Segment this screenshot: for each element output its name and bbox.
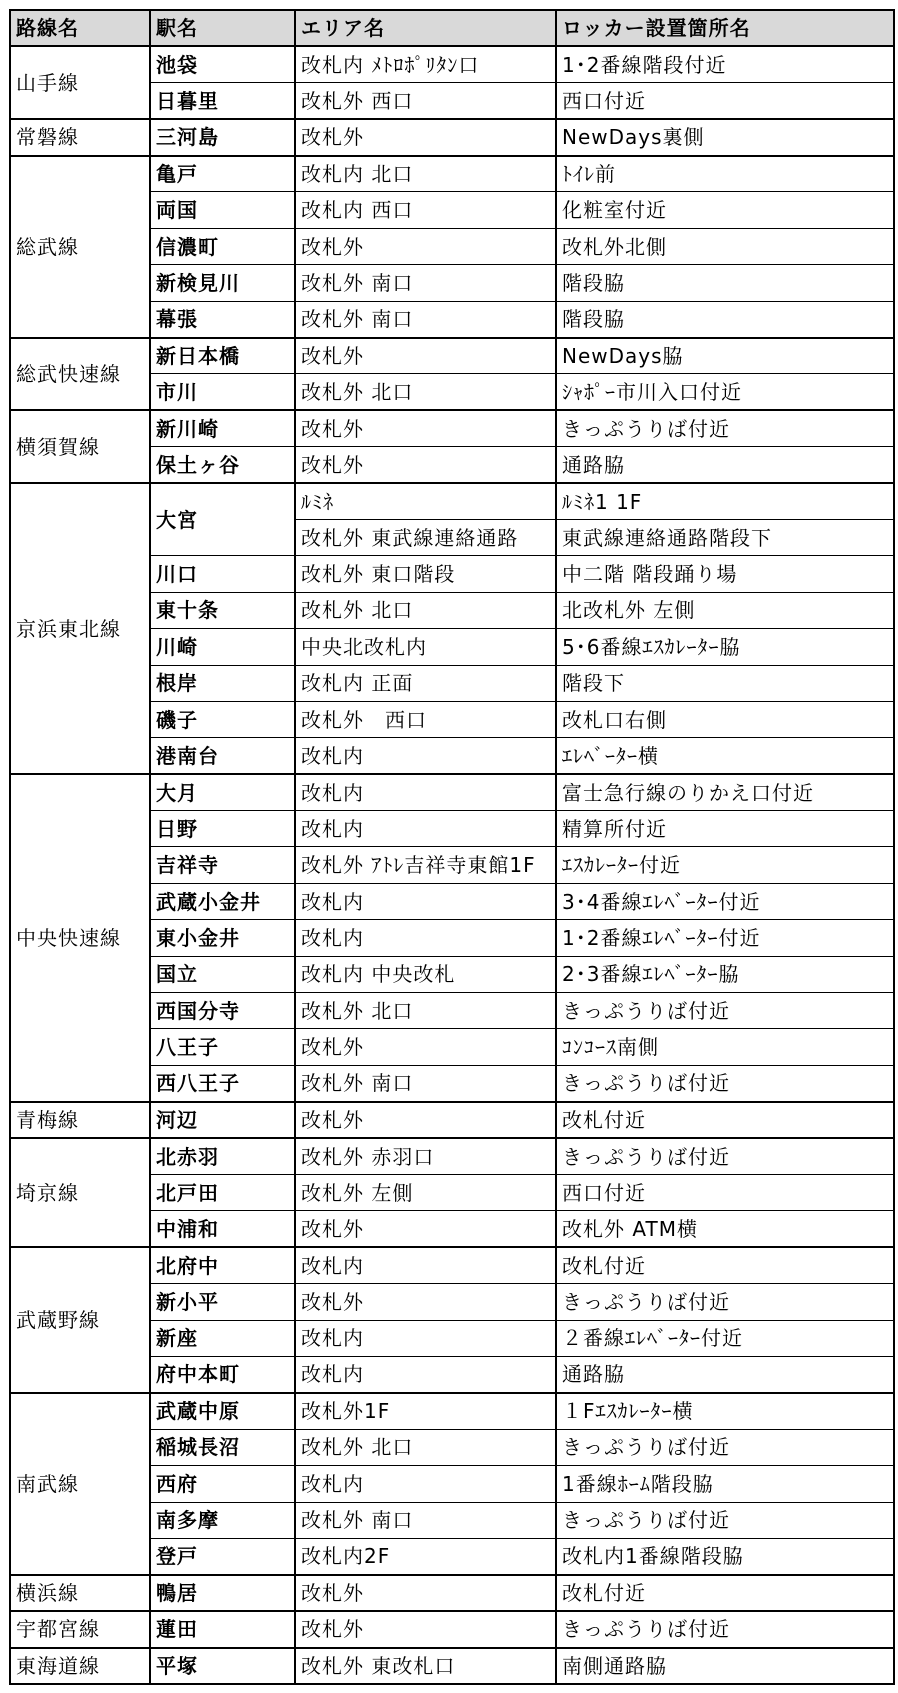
header-line-name: 路線名 [10,10,150,46]
locker-location-cell: ﾙﾐﾈ1 1F [556,483,894,519]
locker-location-cell: ｼｬﾎﾟｰ市川入口付近 [556,374,894,410]
station-name-cell: 西府 [150,1466,295,1502]
station-name-cell: 新小平 [150,1284,295,1320]
area-name-cell: 改札外 東武線連絡通路 [295,519,556,555]
area-name-cell: 改札内 [295,1320,556,1356]
locker-location-cell: ｺﾝｺｰｽ南側 [556,1029,894,1065]
station-name-cell: 西八王子 [150,1065,295,1101]
station-name-cell: 南多摩 [150,1502,295,1538]
table-row [10,1102,894,1138]
station-name-cell: 磯子 [150,701,295,737]
area-name-cell: 改札内2F [295,1538,556,1574]
area-name-cell: 改札外 [295,1284,556,1320]
area-name-cell: 改札内 ﾒﾄﾛﾎﾟﾘﾀﾝ口 [295,46,556,82]
locker-location-cell: 通路脇 [556,1356,894,1392]
station-name-cell: 大宮 [150,483,295,556]
station-name-cell: 西国分寺 [150,993,295,1029]
area-name-cell: 改札外 北口 [295,1429,556,1465]
table-row [10,119,894,155]
locker-location-cell: ｴﾚﾍﾞｰﾀｰ横 [556,738,894,774]
locker-location-cell: 階段脇 [556,265,894,301]
station-name-cell: 北府中 [150,1247,295,1283]
locker-location-cell: 北改札外 左側 [556,592,894,628]
station-name-cell: 日野 [150,811,295,847]
locker-location-cell: 改札付近 [556,1575,894,1611]
station-name-cell: 保土ヶ谷 [150,447,295,483]
station-name-cell: 八王子 [150,1029,295,1065]
area-name-cell: 改札外 東口階段 [295,556,556,592]
station-name-cell: 新検見川 [150,265,295,301]
area-name-cell: 改札外 東改札口 [295,1648,556,1684]
locker-table [9,9,893,1685]
area-name-cell: 改札外 北口 [295,993,556,1029]
station-name-cell: 新川崎 [150,410,295,446]
table-row [10,1393,894,1429]
line-name-cell: 山手線 [10,46,150,119]
locker-location-cell: 化粧室付近 [556,192,894,228]
locker-location-cell: 西口付近 [556,83,894,119]
locker-location-cell: ｴｽｶﾚｰﾀｰ付近 [556,847,894,883]
locker-location-cell: きっぷうりば付近 [556,1611,894,1647]
area-name-cell: 改札内 [295,738,556,774]
station-name-cell: 幕張 [150,301,295,337]
table-row [10,1611,894,1647]
area-name-cell: 改札外 [295,1575,556,1611]
area-name-cell: 改札外1F [295,1393,556,1429]
area-name-cell: 改札外 [295,1211,556,1247]
area-name-cell: 改札外 北口 [295,374,556,410]
station-name-cell: 蓮田 [150,1611,295,1647]
area-name-cell: 改札外 [295,119,556,155]
locker-location-cell: 東武線連絡通路階段下 [556,519,894,555]
table-row [10,338,894,374]
station-name-cell: 市川 [150,374,295,410]
area-name-cell: 改札外 [295,1102,556,1138]
line-name-cell: 武蔵野線 [10,1247,150,1393]
locker-location-cell: 改札外北側 [556,228,894,264]
locker-location-cell: 階段下 [556,665,894,701]
area-name-cell: 改札外 西口 [295,83,556,119]
locker-location-cell: きっぷうりば付近 [556,1429,894,1465]
station-name-cell: 新日本橋 [150,338,295,374]
table-body [10,46,894,1684]
locker-location-cell: 通路脇 [556,447,894,483]
locker-location-cell: 改札口右側 [556,701,894,737]
station-name-cell: 根岸 [150,665,295,701]
locker-location-cell: 改札内1番線階段脇 [556,1538,894,1574]
station-name-cell: 北赤羽 [150,1138,295,1174]
locker-location-cell: きっぷうりば付近 [556,1065,894,1101]
header-locker-location: ロッカー設置箇所名 [556,10,894,46]
station-name-cell: 三河島 [150,119,295,155]
area-name-cell: 改札内 [295,1466,556,1502]
area-name-cell: 改札外 南口 [295,265,556,301]
area-name-cell: 改札内 [295,774,556,810]
area-name-cell: 改札内 [295,883,556,919]
locker-location-cell: きっぷうりば付近 [556,410,894,446]
station-name-cell: 川崎 [150,629,295,665]
station-name-cell: 北戸田 [150,1175,295,1211]
station-name-cell: 武蔵小金井 [150,883,295,919]
area-name-cell: 改札内 [295,920,556,956]
area-name-cell: 改札外 南口 [295,301,556,337]
locker-location-cell: 1･2番線ｴﾚﾍﾞｰﾀｰ付近 [556,920,894,956]
header-row [10,10,894,46]
line-name-cell: 宇都宮線 [10,1611,150,1647]
area-name-cell: 改札外 [295,447,556,483]
table-row [10,1575,894,1611]
locker-location-cell: ２番線ｴﾚﾍﾞｰﾀｰ付近 [556,1320,894,1356]
locker-location-cell: １Fｴｽｶﾚｰﾀｰ横 [556,1393,894,1429]
station-name-cell: 武蔵中原 [150,1393,295,1429]
area-name-cell: 改札外 [295,410,556,446]
table-row [10,156,894,192]
locker-location-cell: NewDays裏側 [556,119,894,155]
station-name-cell: 国立 [150,956,295,992]
table-row [10,46,894,82]
table-row [10,1247,894,1283]
station-name-cell: 平塚 [150,1648,295,1684]
station-name-cell: 河辺 [150,1102,295,1138]
locker-location-cell: 中二階 階段踊り場 [556,556,894,592]
locker-location-table [9,9,895,1685]
area-name-cell: 改札内 [295,811,556,847]
station-name-cell: 信濃町 [150,228,295,264]
locker-location-cell: 3･4番線ｴﾚﾍﾞｰﾀｰ付近 [556,883,894,919]
area-name-cell: 改札外 赤羽口 [295,1138,556,1174]
table-header [10,10,894,46]
line-name-cell: 埼京線 [10,1138,150,1247]
table-row [10,1138,894,1174]
locker-location-cell: 西口付近 [556,1175,894,1211]
table-row [10,410,894,446]
area-name-cell: 改札内 北口 [295,156,556,192]
line-name-cell: 中央快速線 [10,774,150,1102]
line-name-cell: 常磐線 [10,119,150,155]
station-name-cell: 登戸 [150,1538,295,1574]
locker-location-cell: 改札付近 [556,1102,894,1138]
locker-location-cell: きっぷうりば付近 [556,993,894,1029]
locker-location-cell: 富士急行線のりかえ口付近 [556,774,894,810]
locker-location-cell: 1･2番線階段付近 [556,46,894,82]
area-name-cell: 改札外 ｱﾄﾚ吉祥寺東館1F [295,847,556,883]
locker-location-cell: 2･3番線ｴﾚﾍﾞｰﾀｰ脇 [556,956,894,992]
line-name-cell: 総武快速線 [10,338,150,411]
area-name-cell: 改札外 [295,338,556,374]
line-name-cell: 総武線 [10,156,150,338]
locker-location-cell: 5･6番線ｴｽｶﾚｰﾀｰ脇 [556,629,894,665]
line-name-cell: 南武線 [10,1393,150,1575]
station-name-cell: 鴨居 [150,1575,295,1611]
area-name-cell: 改札外 [295,1611,556,1647]
area-name-cell: 改札内 中央改札 [295,956,556,992]
area-name-cell: 改札外 [295,1029,556,1065]
area-name-cell: ﾙﾐﾈ [295,483,556,519]
locker-location-cell: 階段脇 [556,301,894,337]
table-row [10,1648,894,1684]
station-name-cell: 亀戸 [150,156,295,192]
area-name-cell: 改札内 正面 [295,665,556,701]
line-name-cell: 青梅線 [10,1102,150,1138]
area-name-cell: 改札外 [295,228,556,264]
line-name-cell: 横浜線 [10,1575,150,1611]
area-name-cell: 改札外 西口 [295,701,556,737]
area-name-cell: 中央北改札内 [295,629,556,665]
table-row [10,774,894,810]
locker-location-cell: きっぷうりば付近 [556,1138,894,1174]
header-area-name: エリア名 [295,10,556,46]
locker-location-cell: 精算所付近 [556,811,894,847]
locker-location-cell: 1番線ﾎｰﾑ階段脇 [556,1466,894,1502]
station-name-cell: 港南台 [150,738,295,774]
locker-location-cell: きっぷうりば付近 [556,1502,894,1538]
station-name-cell: 府中本町 [150,1356,295,1392]
locker-location-cell: 南側通路脇 [556,1648,894,1684]
station-name-cell: 東十条 [150,592,295,628]
locker-location-cell: 改札外 ATM横 [556,1211,894,1247]
area-name-cell: 改札外 左側 [295,1175,556,1211]
station-name-cell: 東小金井 [150,920,295,956]
locker-location-cell: ﾄｲﾚ前 [556,156,894,192]
locker-location-cell: 改札付近 [556,1247,894,1283]
line-name-cell: 京浜東北線 [10,483,150,774]
station-name-cell: 川口 [150,556,295,592]
area-name-cell: 改札内 [295,1356,556,1392]
station-name-cell: 大月 [150,774,295,810]
station-name-cell: 吉祥寺 [150,847,295,883]
line-name-cell: 横須賀線 [10,410,150,483]
locker-location-cell: NewDays脇 [556,338,894,374]
area-name-cell: 改札外 南口 [295,1502,556,1538]
station-name-cell: 池袋 [150,46,295,82]
line-name-cell: 東海道線 [10,1648,150,1684]
table-row [10,483,894,519]
station-name-cell: 新座 [150,1320,295,1356]
station-name-cell: 稲城長沼 [150,1429,295,1465]
locker-location-cell: きっぷうりば付近 [556,1284,894,1320]
area-name-cell: 改札外 北口 [295,592,556,628]
station-name-cell: 両国 [150,192,295,228]
station-name-cell: 中浦和 [150,1211,295,1247]
area-name-cell: 改札内 西口 [295,192,556,228]
area-name-cell: 改札内 [295,1247,556,1283]
area-name-cell: 改札外 南口 [295,1065,556,1101]
station-name-cell: 日暮里 [150,83,295,119]
header-station-name: 駅名 [150,10,295,46]
